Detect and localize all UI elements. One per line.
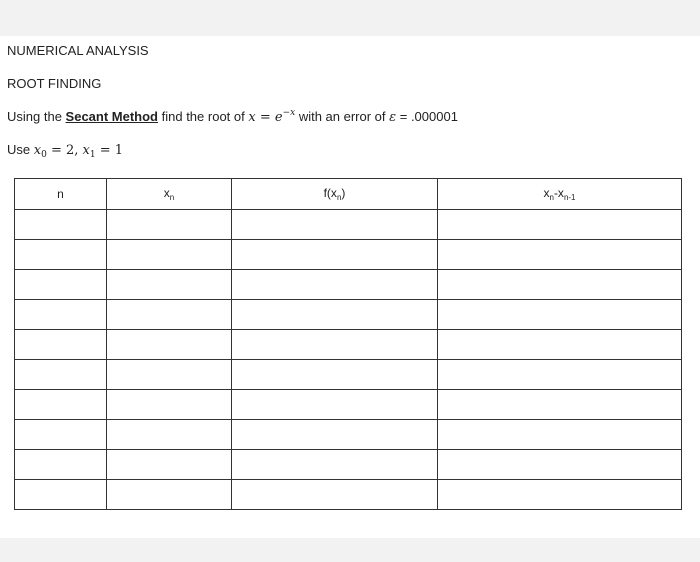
instruction-after-equation: with an error of: [295, 109, 390, 124]
cell-xn[interactable]: [107, 360, 232, 390]
initial-equations: [34, 143, 123, 158]
cell-f-xn[interactable]: [232, 210, 438, 240]
initial-values: [7, 142, 123, 160]
header-f-xn: $f(x_n)$: [232, 179, 438, 210]
table-row: [15, 240, 682, 270]
cell-difference[interactable]: [438, 240, 682, 270]
table-row: [15, 450, 682, 480]
table-header-row: [15, 179, 682, 210]
header-xn: $x_n$: [107, 179, 232, 210]
cell-difference[interactable]: [438, 270, 682, 300]
cell-n[interactable]: [15, 390, 107, 420]
cell-n[interactable]: [15, 330, 107, 360]
cell-f-xn[interactable]: [232, 270, 438, 300]
table-row: [15, 210, 682, 240]
method-name: Secant Method: [65, 109, 159, 124]
cell-f-xn[interactable]: [232, 360, 438, 390]
cell-difference[interactable]: [438, 390, 682, 420]
header-difference: $x_n-x_{n-1}$: [438, 179, 682, 210]
cell-xn[interactable]: [107, 210, 232, 240]
cell-xn[interactable]: [107, 300, 232, 330]
cell-f-xn[interactable]: [232, 420, 438, 450]
cell-f-xn[interactable]: [232, 390, 438, 420]
table-row: [15, 330, 682, 360]
cell-difference[interactable]: [438, 450, 682, 480]
cell-f-xn[interactable]: [232, 240, 438, 270]
epsilon-value: = .000001: [396, 109, 458, 124]
instruction-middle: find the root of: [158, 109, 249, 124]
cell-difference[interactable]: [438, 420, 682, 450]
cell-n[interactable]: [15, 480, 107, 510]
x1-var: x: [82, 143, 90, 158]
cell-difference[interactable]: [438, 360, 682, 390]
header-n: n: [15, 179, 107, 210]
cell-difference[interactable]: [438, 210, 682, 240]
worksheet-page: [0, 36, 700, 538]
cell-xn[interactable]: [107, 240, 232, 270]
table-body: [15, 210, 682, 510]
x0-var: x: [33, 143, 42, 158]
instruction-prefix: Using the: [7, 109, 66, 124]
cell-f-xn[interactable]: [232, 300, 438, 330]
cell-xn[interactable]: [107, 450, 232, 480]
cell-n[interactable]: [15, 270, 107, 300]
equation-exponent: −x: [282, 108, 296, 118]
epsilon-symbol: ε: [389, 110, 397, 125]
equation-equals: =: [255, 110, 275, 125]
table-row: [15, 480, 682, 510]
x0-value: = 2,: [46, 143, 83, 158]
cell-f-xn[interactable]: [232, 480, 438, 510]
cell-n[interactable]: [15, 240, 107, 270]
cell-difference[interactable]: [438, 480, 682, 510]
problem-instruction: [7, 108, 458, 125]
cell-xn[interactable]: [107, 420, 232, 450]
table-row: [15, 420, 682, 450]
x0-sub: 0: [41, 150, 47, 160]
cell-xn[interactable]: [107, 330, 232, 360]
table-row: [15, 360, 682, 390]
cell-xn[interactable]: [107, 480, 232, 510]
iteration-table: [14, 178, 682, 510]
cell-f-xn[interactable]: [232, 330, 438, 360]
table-row: [15, 390, 682, 420]
cell-n[interactable]: [15, 360, 107, 390]
cell-n[interactable]: [15, 420, 107, 450]
cell-difference[interactable]: [438, 300, 682, 330]
x1-sub: 1: [89, 150, 96, 160]
document-title: NUMERICAL ANALYSIS: [7, 43, 149, 58]
cell-n[interactable]: [15, 450, 107, 480]
table-row: [15, 300, 682, 330]
cell-xn[interactable]: [107, 270, 232, 300]
document-subtitle: ROOT FINDING: [7, 76, 102, 91]
equation-base: e: [274, 110, 283, 125]
cell-f-xn[interactable]: [232, 450, 438, 480]
cell-xn[interactable]: [107, 390, 232, 420]
x1-value: = 1: [95, 143, 124, 158]
cell-difference[interactable]: [438, 330, 682, 360]
cell-n[interactable]: [15, 210, 107, 240]
equation: [248, 110, 295, 125]
equation-lhs: x: [248, 110, 256, 125]
cell-n[interactable]: [15, 300, 107, 330]
table-row: [15, 270, 682, 300]
initial-label: Use: [7, 142, 34, 157]
